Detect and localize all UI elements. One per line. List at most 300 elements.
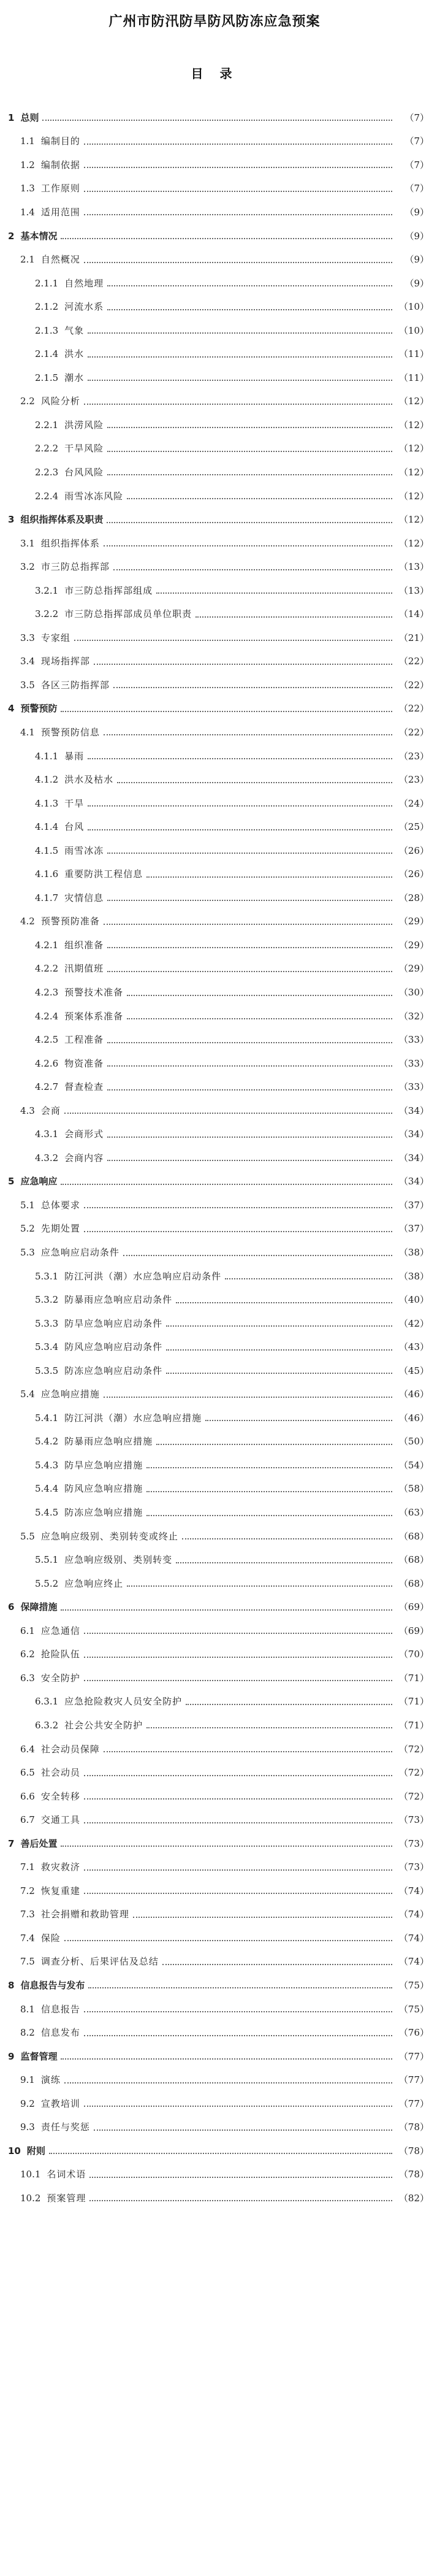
toc-entry-label [20,1624,80,1637]
toc-entry[interactable] [0,200,429,224]
toc-page-number: （13） [398,561,429,573]
toc-leader-dots [166,1349,392,1351]
toc-entry[interactable] [0,862,429,886]
toc-entry-title: 干旱 [64,797,85,809]
toc-entry-label [35,489,123,502]
toc-leader-dots [88,1987,392,1988]
toc-leader-dots [84,2035,392,2036]
toc-leader-dots [146,1491,392,1492]
toc-leader-dots [88,805,392,807]
toc-entry-number: 10.1 [20,2169,41,2180]
toc-entry-label [35,371,84,384]
toc-leader-dots [107,474,392,475]
toc-entry-label [20,1766,80,1779]
toc-entry-number: 3.3 [20,632,35,643]
toc-entry-number: 3.2.2 [35,608,59,620]
toc-page-number: （73） [398,1861,429,1873]
toc-entry-title: 编制目的 [40,136,80,147]
toc-entry-label [35,867,143,880]
toc-entry-label [35,1435,153,1447]
toc-entry-title: 抢险队伍 [40,1649,80,1660]
toc-entry-label [20,1813,80,1826]
toc-page-number: （73） [398,1838,429,1849]
toc-entry[interactable] [0,318,429,342]
toc-entry-label [20,2120,90,2133]
toc-entry[interactable] [0,1713,429,1737]
toc-entry[interactable] [0,886,429,910]
toc-leader-dots [61,711,392,712]
toc-entry-label [8,1600,57,1613]
toc-leader-dots [127,995,392,996]
toc-entry-title: 应急响应措施 [40,1389,100,1400]
toc-entry[interactable] [0,1004,429,1028]
toc-entry[interactable] [0,1643,429,1666]
toc-page-number: （71） [398,1672,429,1684]
toc-entry-number: 1 [8,112,15,123]
toc-entry-title: 工作原则 [40,183,80,194]
toc-leader-dots [127,1585,392,1587]
toc-entry[interactable] [0,1146,429,1170]
toc-entry[interactable] [0,957,429,981]
toc-entry[interactable] [0,271,429,295]
toc-entry-number: 5.2 [20,1223,35,1235]
toc-entry[interactable] [0,1051,429,1075]
toc-entry[interactable] [0,838,429,862]
toc-entry[interactable] [0,1500,429,1524]
toc-entry-number: 2.1 [20,254,35,266]
toc-entry-label [20,1907,129,1920]
toc-entry[interactable] [0,673,429,697]
toc-entry-number: 2.2.4 [35,490,59,502]
toc-entry-label [8,1979,85,1991]
toc-leader-dots [107,900,392,901]
toc-entry[interactable] [0,2068,429,2091]
toc-entry-title: 防暴雨应急响应启动条件 [64,1294,173,1306]
toc-entry[interactable] [0,767,429,791]
toc-entry[interactable] [0,1997,429,2021]
toc-entry[interactable] [0,815,429,838]
toc-entry-label [35,418,104,431]
toc-entry[interactable] [0,437,429,461]
toc-entry[interactable] [0,2020,429,2044]
toc-entry[interactable] [0,1240,429,1264]
toc-entry[interactable] [0,224,429,248]
toc-page-number: （63） [398,1507,429,1519]
toc-leader-dots [107,427,392,428]
toc-entry[interactable] [0,1595,429,1619]
toc-entry-number: 8.2 [20,2027,35,2039]
toc-leader-dots [88,829,392,830]
toc-page-number: （75） [398,2003,429,2015]
toc-page-number: （26） [398,845,429,856]
toc-page-number: （71） [398,1719,429,1731]
toc-entry-number: 5.3.2 [35,1294,59,1306]
toc-entry[interactable] [0,129,429,153]
toc-entry-number: 6.3 [20,1672,35,1684]
toc-entry-number: 4.1.6 [35,868,59,880]
toc-entry-number: 6.6 [20,1790,35,1802]
toc-entry-label [35,1033,104,1046]
toc-entry-title: 会商内容 [64,1152,104,1163]
toc-entry[interactable] [0,1430,429,1454]
toc-entry[interactable] [0,2044,429,2068]
toc-leader-dots [84,1822,392,1823]
toc-entry[interactable] [0,1690,429,1714]
toc-entry-number: 5.3.4 [35,1341,59,1353]
toc-page-number: （25） [398,821,429,833]
toc-leader-dots [117,782,392,783]
toc-entry-title: 信息发布 [40,2027,80,2039]
toc-entry[interactable] [0,1453,429,1477]
toc-entry-label [20,1884,80,1897]
toc-entry[interactable] [0,1666,429,1690]
toc-entry-number: 6.7 [20,1814,35,1826]
toc-entry-label [35,347,84,360]
toc-entry[interactable] [0,1122,429,1146]
toc-entry-label [35,1553,172,1566]
toc-entry-title: 信息报告 [40,2003,80,2015]
toc-entry[interactable] [0,933,429,957]
toc-entry[interactable] [0,2115,429,2139]
toc-entry-label [35,749,84,762]
toc-entry[interactable] [0,1264,429,1288]
toc-entry-number: 7.1 [20,1861,35,1873]
toc-leader-dots [64,1113,392,1114]
toc-entry[interactable] [0,697,429,721]
toc-entry[interactable] [0,1075,429,1098]
toc-page-number: （54） [398,1459,429,1471]
toc-leader-dots [94,664,392,665]
toc-entry-label [35,1080,104,1093]
toc-leader-dots [84,1775,392,1776]
toc-page-number: （50） [398,1436,429,1447]
toc-leader-dots [176,1302,392,1303]
toc-entry[interactable] [0,1477,429,1501]
toc-entry-title: 社会动员保障 [40,1743,100,1755]
toc-entry[interactable] [0,294,429,318]
toc-entry-number: 1.3 [20,183,35,194]
toc-entry-number: 4.2.3 [35,987,59,998]
toc-entry-label [20,1198,80,1211]
toc-entry[interactable] [0,980,429,1004]
toc-leader-dots [104,734,392,735]
toc-page-number: （72） [398,1743,429,1755]
toc-leader-dots [61,2058,392,2060]
toc-entry[interactable] [0,105,429,129]
toc-entry[interactable] [0,2139,429,2163]
toc-entry[interactable] [0,531,429,555]
toc-entry-title: 气象 [64,324,85,336]
toc-leader-dots [84,191,392,192]
toc-entry-label [20,253,80,266]
toc-entry-title: 信息报告与发布 [20,1979,85,1991]
toc-page-number: （69） [398,1625,429,1636]
toc-entry[interactable] [0,2186,429,2210]
toc-entry-title: 演练 [40,2074,61,2086]
toc-entry-number: 7.2 [20,1885,35,1896]
toc-entry-title: 雨雪冰冻 [64,845,104,856]
toc-page-number: （22） [398,656,429,667]
toc-leader-dots [84,1231,392,1232]
toc-entry[interactable] [0,1784,429,1808]
toc-entry-number: 6.3.2 [35,1719,59,1731]
toc-entry[interactable] [0,460,429,484]
toc-page-number: （12） [398,396,429,407]
toc-entry-title: 保险 [40,1932,61,1944]
toc-page-number: （46） [398,1412,429,1424]
toc-entry-title: 防旱应急响应措施 [64,1459,143,1471]
toc-page-number: （12） [398,490,429,502]
toc-entry[interactable] [0,484,429,508]
toc-leader-dots [84,144,392,145]
toc-entry[interactable] [0,2091,429,2115]
toc-entry-title: 应急响应 [20,1176,58,1187]
toc-entry-title: 预警技术准备 [64,987,124,998]
toc-entry-label [8,513,103,526]
toc-entry-number: 6.5 [20,1767,35,1779]
toc-entry-number: 2.1.4 [35,348,59,360]
toc-entry-label [20,1246,120,1259]
toc-page-number: （77） [398,2098,429,2109]
toc-entry-title: 安全防护 [40,1672,80,1684]
toc-page-number: （10） [398,301,429,313]
toc-page-number: （34） [398,1105,429,1116]
toc-entry-number: 2.1.1 [35,277,59,289]
toc-entry-title: 干旱风险 [64,443,104,454]
toc-entry-title: 台风风险 [64,466,104,478]
toc-entry[interactable] [0,1287,429,1311]
toc-entry[interactable] [0,1382,429,1406]
toc-entry-number: 5.3.5 [35,1365,59,1376]
toc-entry[interactable] [0,1879,429,1903]
toc-page-number: （29） [398,963,429,975]
toc-entry-label [20,1742,100,1755]
toc-entry-label [35,1364,162,1377]
toc-entry-title: 组织准备 [64,939,104,951]
toc-page-number: （26） [398,868,429,880]
toc-page-number: （58） [398,1483,429,1495]
toc-entry-number: 4.3.2 [35,1152,59,1163]
toc-entry-title: 现场指挥部 [40,656,90,667]
toc-entry[interactable] [0,1973,429,1997]
toc-entry-title: 各区三防指挥部 [40,679,110,691]
toc-entry-number: 7.4 [20,1932,35,1944]
toc-entry-number: 6.4 [20,1743,35,1755]
toc-page-number: （37） [398,1223,429,1235]
table-of-contents [0,105,429,2210]
toc-entry-number: 9.3 [20,2122,35,2133]
toc-page-number: （46） [398,1389,429,1400]
toc-entry-label [35,1293,172,1306]
toc-entry-title: 预警预防 [20,703,58,715]
toc-entry[interactable] [0,1098,429,1122]
toc-entry-number: 6.2 [20,1649,35,1660]
toc-entry-title: 会商形式 [64,1129,104,1140]
toc-entry-label [20,2168,86,2180]
toc-entry-number: 5.4.5 [35,1507,59,1519]
toc-page-number: （71） [398,1696,429,1708]
toc-entry-title: 社会公共安全防护 [64,1719,143,1731]
toc-entry[interactable] [0,744,429,768]
toc-entry[interactable] [0,1359,429,1382]
toc-entry[interactable] [0,153,429,177]
toc-entry-number: 4.2.5 [35,1034,59,1046]
toc-entry-number: 4.2 [20,916,35,927]
toc-page-number: （29） [398,916,429,927]
toc-entry-title: 善后处置 [20,1838,58,1849]
toc-leader-dots [84,1680,392,1681]
toc-entry[interactable] [0,1027,429,1051]
toc-entry[interactable] [0,1855,429,1879]
toc-entry[interactable] [0,1524,429,1548]
toc-page-number: （77） [398,2074,429,2086]
toc-entry-label [20,914,100,927]
toc-leader-dots [205,1420,392,1421]
toc-entry[interactable] [0,650,429,673]
toc-leader-dots [89,2200,392,2201]
toc-entry-title: 暴雨 [64,750,85,762]
toc-page-number: （68） [398,1554,429,1566]
toc-entry[interactable] [0,247,429,271]
toc-entry[interactable] [0,1406,429,1430]
toc-entry-title: 基本情况 [20,230,58,242]
toc-entry-label [20,678,110,691]
toc-entry-number: 3.4 [20,656,35,667]
toc-entry-title: 预警预防准备 [40,916,100,927]
toc-entry[interactable] [0,1831,429,1855]
toc-entry[interactable] [0,177,429,201]
toc-entry[interactable] [0,1619,429,1643]
toc-page-number: （11） [398,372,429,383]
toc-leader-dots [84,167,392,168]
toc-entry-title: 预案管理 [47,2192,86,2204]
toc-entry-title: 先期处置 [40,1223,80,1235]
toc-entry-label [20,394,80,407]
toc-leader-dots [84,1633,392,1634]
toc-page-number: （73） [398,1814,429,1826]
toc-entry[interactable] [0,1950,429,1974]
toc-entry-number: 7.5 [20,1956,35,1968]
toc-entry[interactable] [0,602,429,626]
toc-entry-label [35,1340,162,1353]
toc-entry-label [35,1482,143,1495]
toc-entry[interactable] [0,554,429,578]
toc-leader-dots [42,120,392,121]
toc-entry-title: 台风 [64,821,85,833]
toc-entry[interactable] [0,389,429,413]
toc-entry-number: 5.4 [20,1389,35,1400]
toc-entry-number: 5.4.2 [35,1436,59,1447]
toc-entry[interactable] [0,1807,429,1831]
toc-page-number: （33） [398,1057,429,1069]
toc-page-number: （37） [398,1199,429,1211]
toc-entry-number: 7 [8,1838,15,1849]
toc-entry-number: 4.2.1 [35,939,59,951]
toc-leader-dots [107,853,392,854]
toc-leader-dots [162,1964,392,1965]
toc-entry[interactable] [0,626,429,650]
toc-leader-dots [104,545,392,546]
toc-entry-title: 重要防洪工程信息 [64,868,143,880]
toc-entry-title: 督查检查 [64,1081,104,1093]
toc-entry-number: 4.2.2 [35,963,59,975]
toc-entry[interactable] [0,1193,429,1217]
toc-entry[interactable] [0,413,429,437]
toc-entry-label [35,1270,221,1282]
toc-page-number: （72） [398,1790,429,1802]
toc-entry[interactable] [0,1311,429,1335]
toc-leader-dots [84,1657,392,1658]
toc-leader-dots [107,285,392,286]
toc-entry-label [35,466,104,478]
toc-entry[interactable] [0,910,429,933]
toc-entry[interactable] [0,507,429,531]
toc-page-number: （74） [398,1885,429,1896]
toc-leader-dots [176,1562,392,1563]
toc-page-number: （38） [398,1270,429,1282]
toc-entry-title: 组织指挥体系 [40,537,100,549]
toc-entry[interactable] [0,1217,429,1241]
toc-entry-number: 4.2.6 [35,1057,59,1069]
toc-entry-title: 防暴雨应急响应措施 [64,1436,153,1447]
toc-entry[interactable] [0,1335,429,1359]
toc-entry-number: 5.5.1 [35,1554,59,1566]
toc-leader-dots [104,924,392,925]
toc-entry-number: 9.2 [20,2098,35,2109]
toc-entry[interactable] [0,1547,429,1571]
toc-entry-number: 2.2.2 [35,443,59,454]
toc-leader-dots [84,1869,392,1871]
toc-entry[interactable] [0,1926,429,1950]
toc-entry[interactable] [0,1737,429,1761]
toc-entry-number: 4.1.1 [35,750,59,762]
toc-page-number: （78） [398,2122,429,2133]
toc-page-number: （9） [404,254,429,266]
toc-page-number: （43） [398,1341,429,1353]
toc-entry-number: 1.1 [20,136,35,147]
toc-page-number: （68） [398,1577,429,1589]
toc-entry-title: 应急响应级别、类别转变 [64,1554,173,1566]
toc-entry-label [35,607,192,620]
toc-entry-number: 4.1 [20,726,35,738]
toc-entry[interactable] [0,720,429,744]
toc-entry[interactable] [0,342,429,366]
toc-entry-title: 总体要求 [40,1199,80,1211]
toc-entry-number: 3.5 [20,679,35,691]
toc-entry[interactable] [0,366,429,389]
toc-leader-dots [89,2177,392,2178]
toc-entry[interactable] [0,1903,429,1926]
toc-entry[interactable] [0,2163,429,2187]
toc-entry[interactable] [0,1571,429,1595]
toc-entry[interactable] [0,1170,429,1194]
toc-entry[interactable] [0,791,429,815]
toc-entry-number: 5.3 [20,1247,35,1259]
toc-leader-dots [107,309,392,310]
toc-entry-number: 8.1 [20,2003,35,2015]
toc-entry-label [8,229,57,242]
toc-entry[interactable] [0,578,429,602]
toc-entry-title: 应急响应终止 [64,1577,124,1589]
toc-entry[interactable] [0,1760,429,1784]
toc-leader-dots [113,569,392,570]
toc-entry-label [20,1860,80,1873]
toc-entry-number: 5.5.2 [35,1577,59,1589]
toc-entry-number: 9 [8,2050,15,2062]
toc-entry-title: 责任与奖惩 [40,2122,90,2133]
toc-leader-dots [196,616,392,618]
toc-page-number: （33） [398,1034,429,1046]
